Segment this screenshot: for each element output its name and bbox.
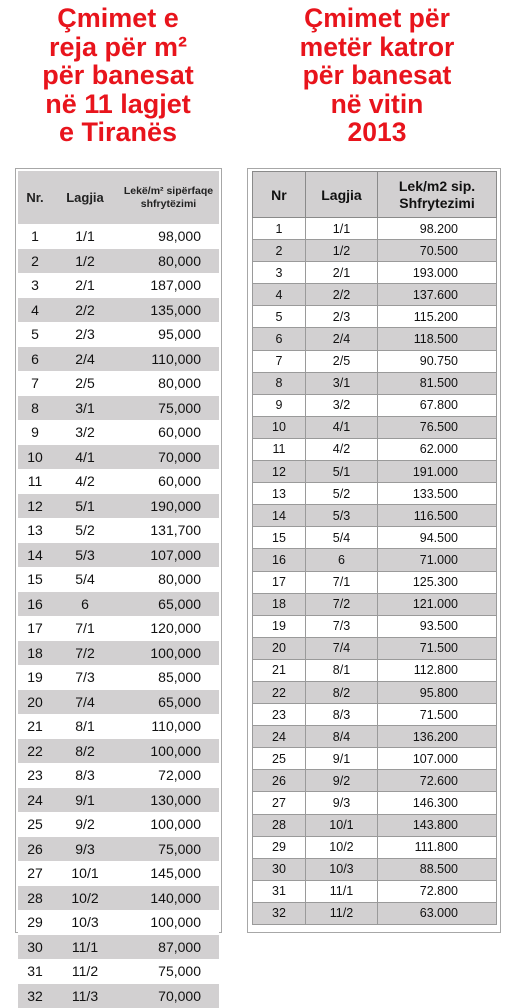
- price-cell: 71.000: [378, 549, 497, 571]
- lagjia-cell: 2/3: [305, 306, 377, 328]
- price-cell: 72,000: [118, 763, 219, 788]
- table-row: [18, 224, 219, 249]
- row-number: 27: [253, 792, 306, 814]
- price-cell: 100,000: [118, 812, 219, 837]
- table-row: [18, 298, 219, 323]
- table-row: [253, 704, 497, 726]
- right-title-line: në vitin: [245, 90, 509, 119]
- lagjia-cell: 4/2: [305, 438, 377, 460]
- row-number: 22: [18, 739, 52, 764]
- right-title-line: metër katror: [245, 33, 509, 62]
- price-cell: 191.000: [378, 461, 497, 483]
- table-row: [18, 665, 219, 690]
- row-number: 28: [18, 886, 52, 911]
- price-cell: 70,000: [118, 445, 219, 470]
- lagjia-cell: 5/4: [52, 567, 118, 592]
- table-row: [253, 416, 497, 438]
- lagjia-cell: 3/1: [305, 372, 377, 394]
- price-cell: 107.000: [378, 748, 497, 770]
- price-cell: 131,700: [118, 518, 219, 543]
- row-number: 28: [253, 814, 306, 836]
- price-cell: 112.800: [378, 659, 497, 681]
- table-row: [18, 886, 219, 911]
- price-cell: 94.500: [378, 527, 497, 549]
- lagjia-cell: 1/2: [52, 249, 118, 274]
- table-row: [253, 306, 497, 328]
- price-cell: 75,000: [118, 396, 219, 421]
- price-cell: 98,000: [118, 224, 219, 249]
- table-row: [253, 438, 497, 460]
- price-cell: 100,000: [118, 641, 219, 666]
- price-cell: 72.600: [378, 770, 497, 792]
- lagjia-cell: 10/3: [52, 910, 118, 935]
- table-row: [253, 792, 497, 814]
- row-number: 21: [253, 659, 306, 681]
- row-number: 19: [253, 615, 306, 637]
- lagjia-cell: 10/1: [52, 861, 118, 886]
- left-title-line: për banesat: [0, 61, 236, 90]
- price-cell: 80,000: [118, 249, 219, 274]
- price-cell: 60,000: [118, 469, 219, 494]
- row-number: 10: [253, 416, 306, 438]
- row-number: 20: [253, 637, 306, 659]
- lagjia-cell: 9/3: [52, 837, 118, 862]
- table-row: [18, 641, 219, 666]
- row-number: 27: [18, 861, 52, 886]
- header-lagjia: Lagjia: [305, 172, 377, 218]
- table-row: [253, 350, 497, 372]
- row-number: 32: [18, 984, 52, 1008]
- price-cell: 95,000: [118, 322, 219, 347]
- lagjia-cell: 9/2: [305, 770, 377, 792]
- lagjia-cell: 7/1: [305, 571, 377, 593]
- left-price-table-panel: [15, 168, 222, 933]
- price-cell: 67.800: [378, 394, 497, 416]
- table-row: [18, 371, 219, 396]
- table-row: [253, 284, 497, 306]
- row-number: 15: [18, 567, 52, 592]
- row-number: 18: [18, 641, 52, 666]
- price-cell: 121.000: [378, 593, 497, 615]
- price-cell: 100,000: [118, 910, 219, 935]
- row-number: 1: [18, 224, 52, 249]
- price-cell: 100,000: [118, 739, 219, 764]
- lagjia-cell: 7/4: [305, 637, 377, 659]
- table-row: [18, 984, 219, 1008]
- row-number: 8: [253, 372, 306, 394]
- right-title-line: Çmimet për: [245, 4, 509, 33]
- row-number: 25: [253, 748, 306, 770]
- price-cell: 118.500: [378, 328, 497, 350]
- price-cell: 71.500: [378, 637, 497, 659]
- left-title-line: në 11 lagjet: [0, 90, 236, 119]
- left-table-body: [18, 224, 219, 1008]
- row-number: 26: [253, 770, 306, 792]
- lagjia-cell: 5/1: [52, 494, 118, 519]
- header-price-line2: Shfrytezimi: [399, 195, 474, 211]
- table-row: [253, 262, 497, 284]
- lagjia-cell: 1/1: [52, 224, 118, 249]
- table-row: [253, 549, 497, 571]
- price-cell: 133.500: [378, 483, 497, 505]
- row-number: 32: [253, 902, 306, 924]
- table-row: [253, 615, 497, 637]
- lagjia-cell: 7/3: [52, 665, 118, 690]
- table-row: [253, 527, 497, 549]
- row-number: 11: [18, 469, 52, 494]
- header-price-line1: Lek/m2 sip.: [399, 178, 475, 194]
- lagjia-cell: 3/2: [52, 420, 118, 445]
- lagjia-cell: 4/1: [305, 416, 377, 438]
- price-cell: 90.750: [378, 350, 497, 372]
- lagjia-cell: 5/1: [305, 461, 377, 483]
- row-number: 25: [18, 812, 52, 837]
- price-cell: 65,000: [118, 690, 219, 715]
- row-number: 31: [253, 880, 306, 902]
- left-title: [0, 4, 236, 147]
- row-number: 29: [253, 836, 306, 858]
- row-number: 8: [18, 396, 52, 421]
- lagjia-cell: 11/2: [305, 902, 377, 924]
- price-cell: 95.800: [378, 681, 497, 703]
- right-price-table-panel: [247, 168, 501, 933]
- price-cell: 187,000: [118, 273, 219, 298]
- lagjia-cell: 2/5: [52, 371, 118, 396]
- lagjia-cell: 7/2: [305, 593, 377, 615]
- table-row: [18, 739, 219, 764]
- table-row: [253, 726, 497, 748]
- price-cell: 87,000: [118, 935, 219, 960]
- lagjia-cell: 8/3: [52, 763, 118, 788]
- table-row: [253, 836, 497, 858]
- row-number: 7: [18, 371, 52, 396]
- lagjia-cell: 9/3: [305, 792, 377, 814]
- price-cell: 130,000: [118, 788, 219, 813]
- lagjia-cell: 9/1: [305, 748, 377, 770]
- table-row: [18, 959, 219, 984]
- lagjia-cell: 8/3: [305, 704, 377, 726]
- price-cell: 136.200: [378, 726, 497, 748]
- price-cell: 63.000: [378, 902, 497, 924]
- lagjia-cell: 2/2: [52, 298, 118, 323]
- table-row: [18, 861, 219, 886]
- table-row: [253, 659, 497, 681]
- price-cell: 107,000: [118, 543, 219, 568]
- table-header-row: [253, 172, 497, 218]
- table-row: [253, 394, 497, 416]
- lagjia-cell: 2/2: [305, 284, 377, 306]
- table-row: [253, 483, 497, 505]
- price-cell: 111.800: [378, 836, 497, 858]
- lagjia-cell: 5/2: [52, 518, 118, 543]
- price-cell: 62.000: [378, 438, 497, 460]
- row-number: 16: [253, 549, 306, 571]
- right-title: [245, 4, 509, 147]
- price-cell: 70,000: [118, 984, 219, 1008]
- table-row: [18, 714, 219, 739]
- lagjia-cell: 4/2: [52, 469, 118, 494]
- lagjia-cell: 11/1: [305, 880, 377, 902]
- row-number: 31: [18, 959, 52, 984]
- header-nr: Nr.: [18, 171, 52, 224]
- price-cell: 60,000: [118, 420, 219, 445]
- table-row: [18, 616, 219, 641]
- lagjia-cell: 2/1: [305, 262, 377, 284]
- header-nr: Nr: [253, 172, 306, 218]
- lagjia-cell: 7/4: [52, 690, 118, 715]
- row-number: 16: [18, 592, 52, 617]
- price-cell: 115.200: [378, 306, 497, 328]
- lagjia-cell: 8/2: [52, 739, 118, 764]
- lagjia-cell: 1/1: [305, 218, 377, 240]
- lagjia-cell: 2/3: [52, 322, 118, 347]
- row-number: 13: [253, 483, 306, 505]
- lagjia-cell: 5/2: [305, 483, 377, 505]
- row-number: 3: [18, 273, 52, 298]
- row-number: 30: [18, 935, 52, 960]
- price-cell: 81.500: [378, 372, 497, 394]
- row-number: 26: [18, 837, 52, 862]
- left-title-line: reja për m²: [0, 33, 236, 62]
- price-cell: 85,000: [118, 665, 219, 690]
- price-cell: 135,000: [118, 298, 219, 323]
- lagjia-cell: 7/1: [52, 616, 118, 641]
- price-cell: 71.500: [378, 704, 497, 726]
- lagjia-cell: 6: [52, 592, 118, 617]
- left-price-table: [18, 171, 219, 1008]
- row-number: 12: [253, 461, 306, 483]
- price-cell: 120,000: [118, 616, 219, 641]
- price-cell: 75,000: [118, 959, 219, 984]
- table-row: [18, 935, 219, 960]
- price-cell: 75,000: [118, 837, 219, 862]
- lagjia-cell: 11/1: [52, 935, 118, 960]
- table-row: [253, 593, 497, 615]
- table-row: [253, 505, 497, 527]
- row-number: 20: [18, 690, 52, 715]
- table-row: [18, 592, 219, 617]
- table-row: [253, 571, 497, 593]
- lagjia-cell: 2/5: [305, 350, 377, 372]
- row-number: 24: [253, 726, 306, 748]
- table-row: [18, 249, 219, 274]
- row-number: 11: [253, 438, 306, 460]
- price-cell: 65,000: [118, 592, 219, 617]
- table-row: [18, 518, 219, 543]
- lagjia-cell: 7/2: [52, 641, 118, 666]
- table-row: [253, 814, 497, 836]
- lagjia-cell: 3/1: [52, 396, 118, 421]
- right-price-table: [252, 171, 497, 925]
- table-row: [253, 770, 497, 792]
- row-number: 14: [253, 505, 306, 527]
- table-row: [253, 240, 497, 262]
- lagjia-cell: 10/2: [52, 886, 118, 911]
- table-row: [18, 322, 219, 347]
- row-number: 23: [253, 704, 306, 726]
- table-row: [18, 788, 219, 813]
- row-number: 10: [18, 445, 52, 470]
- lagjia-cell: 10/1: [305, 814, 377, 836]
- lagjia-cell: 2/4: [52, 347, 118, 372]
- lagjia-cell: 2/4: [305, 328, 377, 350]
- table-row: [18, 445, 219, 470]
- row-number: 13: [18, 518, 52, 543]
- table-row: [253, 902, 497, 924]
- lagjia-cell: 3/2: [305, 394, 377, 416]
- left-title-line: e Tiranës: [0, 118, 236, 147]
- price-cell: 80,000: [118, 371, 219, 396]
- row-number: 2: [253, 240, 306, 262]
- lagjia-cell: 10/2: [305, 836, 377, 858]
- row-number: 4: [18, 298, 52, 323]
- row-number: 23: [18, 763, 52, 788]
- table-row: [18, 420, 219, 445]
- lagjia-cell: 7/3: [305, 615, 377, 637]
- table-row: [18, 543, 219, 568]
- right-table-body: [253, 218, 497, 925]
- row-number: 4: [253, 284, 306, 306]
- row-number: 6: [253, 328, 306, 350]
- row-number: 18: [253, 593, 306, 615]
- table-row: [18, 273, 219, 298]
- price-cell: 110,000: [118, 347, 219, 372]
- lagjia-cell: 11/3: [52, 984, 118, 1008]
- row-number: 17: [18, 616, 52, 641]
- row-number: 7: [253, 350, 306, 372]
- table-row: [18, 567, 219, 592]
- row-number: 3: [253, 262, 306, 284]
- table-row: [253, 461, 497, 483]
- price-cell: 193.000: [378, 262, 497, 284]
- row-number: 29: [18, 910, 52, 935]
- table-row: [253, 637, 497, 659]
- table-row: [18, 494, 219, 519]
- table-row: [18, 469, 219, 494]
- lagjia-cell: 5/3: [52, 543, 118, 568]
- lagjia-cell: 5/3: [305, 505, 377, 527]
- price-cell: 110,000: [118, 714, 219, 739]
- table-row: [18, 763, 219, 788]
- row-number: 5: [18, 322, 52, 347]
- header-lagjia: Lagjia: [52, 171, 118, 224]
- row-number: 12: [18, 494, 52, 519]
- lagjia-cell: 9/2: [52, 812, 118, 837]
- lagjia-cell: 2/1: [52, 273, 118, 298]
- table-row: [253, 880, 497, 902]
- table-row: [18, 837, 219, 862]
- table-row: [18, 910, 219, 935]
- row-number: 17: [253, 571, 306, 593]
- table-row: [253, 218, 497, 240]
- row-number: 21: [18, 714, 52, 739]
- price-cell: 72.800: [378, 880, 497, 902]
- lagjia-cell: 5/4: [305, 527, 377, 549]
- price-cell: 88.500: [378, 858, 497, 880]
- table-row: [253, 372, 497, 394]
- lagjia-cell: 10/3: [305, 858, 377, 880]
- left-title-line: Çmimet e: [0, 4, 236, 33]
- lagjia-cell: 8/2: [305, 681, 377, 703]
- price-cell: 76.500: [378, 416, 497, 438]
- row-number: 9: [253, 394, 306, 416]
- price-cell: 146.300: [378, 792, 497, 814]
- price-cell: 145,000: [118, 861, 219, 886]
- lagjia-cell: 4/1: [52, 445, 118, 470]
- right-title-line: 2013: [245, 118, 509, 147]
- price-cell: 93.500: [378, 615, 497, 637]
- price-cell: 143.800: [378, 814, 497, 836]
- table-row: [18, 812, 219, 837]
- price-cell: 98.200: [378, 218, 497, 240]
- price-cell: 140,000: [118, 886, 219, 911]
- right-title-line: për banesat: [245, 61, 509, 90]
- row-number: 9: [18, 420, 52, 445]
- table-row: [18, 396, 219, 421]
- lagjia-cell: 8/1: [52, 714, 118, 739]
- price-cell: 190,000: [118, 494, 219, 519]
- row-number: 24: [18, 788, 52, 813]
- price-cell: 80,000: [118, 567, 219, 592]
- table-row: [253, 748, 497, 770]
- lagjia-cell: 8/4: [305, 726, 377, 748]
- table-header-row: [18, 171, 219, 224]
- row-number: 19: [18, 665, 52, 690]
- row-number: 30: [253, 858, 306, 880]
- price-cell: 70.500: [378, 240, 497, 262]
- lagjia-cell: 11/2: [52, 959, 118, 984]
- table-row: [18, 347, 219, 372]
- table-row: [18, 690, 219, 715]
- price-cell: 125.300: [378, 571, 497, 593]
- header-price: [378, 172, 497, 218]
- price-cell: 137.600: [378, 284, 497, 306]
- row-number: 15: [253, 527, 306, 549]
- row-number: 1: [253, 218, 306, 240]
- lagjia-cell: 8/1: [305, 659, 377, 681]
- row-number: 2: [18, 249, 52, 274]
- row-number: 22: [253, 681, 306, 703]
- lagjia-cell: 9/1: [52, 788, 118, 813]
- table-row: [253, 681, 497, 703]
- price-cell: 116.500: [378, 505, 497, 527]
- row-number: 14: [18, 543, 52, 568]
- lagjia-cell: 6: [305, 549, 377, 571]
- lagjia-cell: 1/2: [305, 240, 377, 262]
- row-number: 5: [253, 306, 306, 328]
- table-row: [253, 858, 497, 880]
- table-row: [253, 328, 497, 350]
- row-number: 6: [18, 347, 52, 372]
- header-price: Lekë/m² sipërfaqe shfrytëzimi: [118, 171, 219, 224]
